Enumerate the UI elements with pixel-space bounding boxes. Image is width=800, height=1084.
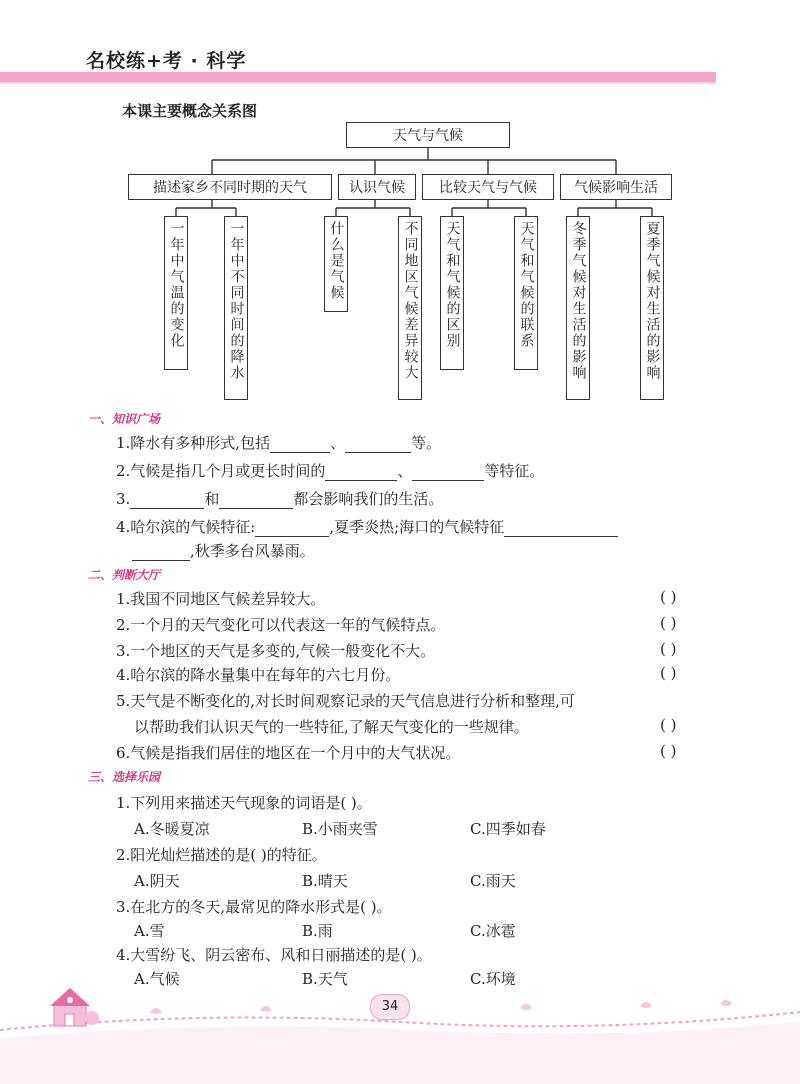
choice-question-stem: 2.阳光灿烂描述的是( )的特征。 <box>116 846 327 864</box>
section-title-2: 二、判断大厅 <box>88 568 161 582</box>
fill-question-4: 4.哈尔滨的气候特征: ,夏季炎热;海口的气候特征 <box>116 516 618 537</box>
choice-option[interactable]: A.冬暖夏凉 <box>134 820 210 838</box>
choice-option[interactable]: A.雪 <box>134 922 165 940</box>
judge-answer-paren[interactable]: ( ) <box>660 742 677 760</box>
choice-question-stem: 3.在北方的冬天,最常见的降水形式是( )。 <box>116 898 392 916</box>
section-title-3: 三、选择乐园 <box>88 770 161 784</box>
judge-item-6: 6.气候是指我们居住的地区在一个月中的大气状况。 <box>116 744 461 762</box>
concept-leaf-label: 不同地区气候差异较大 <box>402 221 419 381</box>
judge-item-4: 4.哈尔滨的降水量集中在每年的六七月份。 <box>116 666 401 684</box>
judge-item-2: 2.一个月的天气变化可以代表这一年的气候特点。 <box>116 616 446 634</box>
choice-option[interactable]: B.天气 <box>302 970 348 988</box>
concept-leaf-label: 夏季气候对生活的影响 <box>644 221 661 381</box>
choice-question-stem: 4.大雪纷飞、阴云密布、风和日丽描述的是( )。 <box>116 946 432 964</box>
section-title-1: 一、知识广场 <box>88 412 161 426</box>
concept-leaf-label: 一年中不同时间的降水 <box>228 221 245 381</box>
concept-leaf-label: 一年中气温的变化 <box>168 221 185 349</box>
fill-question-4-cont: ,秋季多台风暴雨。 <box>132 540 315 561</box>
concept-root-label: 天气与气候 <box>393 128 463 144</box>
judge-answer-paren[interactable]: ( ) <box>660 716 677 734</box>
judge-answer-paren[interactable]: ( ) <box>660 640 677 658</box>
choice-option[interactable]: B.晴天 <box>302 872 348 890</box>
choice-option[interactable]: A.气候 <box>134 970 180 988</box>
choice-option[interactable]: B.小雨夹雪 <box>302 820 378 838</box>
choice-option[interactable]: B.雨 <box>302 922 333 940</box>
concept-branch-label: 比较天气与气候 <box>439 180 537 196</box>
judge-item-5: 5.天气是不断变化的,对长时间观察记录的天气信息进行分析和整理,可 <box>116 692 575 710</box>
choice-option[interactable]: C.四季如春 <box>470 820 546 838</box>
page-number: 34 <box>370 994 410 1020</box>
judge-item-3: 3.一个地区的天气是多变的,气候一般变化不大。 <box>116 642 436 660</box>
concept-leaf-label: 天气和气候的联系 <box>518 221 535 349</box>
house-icon <box>50 988 99 1026</box>
concept-leaf-label: 天气和气候的区别 <box>444 221 461 349</box>
choice-question-stem: 1.下列用来描述天气现象的词语是( )。 <box>116 794 372 812</box>
choice-option[interactable]: C.雨天 <box>470 872 516 890</box>
page-header-title: 名校练+考 · 科学 <box>86 50 247 72</box>
concept-branch-label: 认识气候 <box>349 180 405 196</box>
choice-option[interactable]: C.冰雹 <box>470 922 516 940</box>
concept-branch-label: 描述家乡不同时期的天气 <box>153 180 307 196</box>
judge-answer-paren[interactable]: ( ) <box>660 588 677 606</box>
concept-leaf-label: 什么是气候 <box>328 221 345 301</box>
judge-item-5-cont: 以帮助我们认识天气的一些特征,了解天气变化的一些规律。 <box>134 718 529 736</box>
concept-map-title: 本课主要概念关系图 <box>122 102 258 120</box>
judge-item-1: 1.我国不同地区气候差异较大。 <box>116 590 326 608</box>
choice-option[interactable]: C.环境 <box>470 970 516 988</box>
concept-leaf-label: 冬季气候对生活的影响 <box>570 221 587 381</box>
judge-answer-paren[interactable]: ( ) <box>660 614 677 632</box>
concept-branch-label: 气候影响生活 <box>574 180 658 196</box>
judge-answer-paren[interactable]: ( ) <box>660 664 677 682</box>
choice-option[interactable]: A.阴天 <box>134 872 180 890</box>
fill-question-1: 1.降水有多种形式,包括 、 等。 <box>116 434 442 452</box>
fill-question-3: 3. 和 都会影响我们的生活。 <box>116 490 444 508</box>
fill-question-2: 2.气候是指几个月或更长时间的 、 等特征。 <box>116 462 545 480</box>
